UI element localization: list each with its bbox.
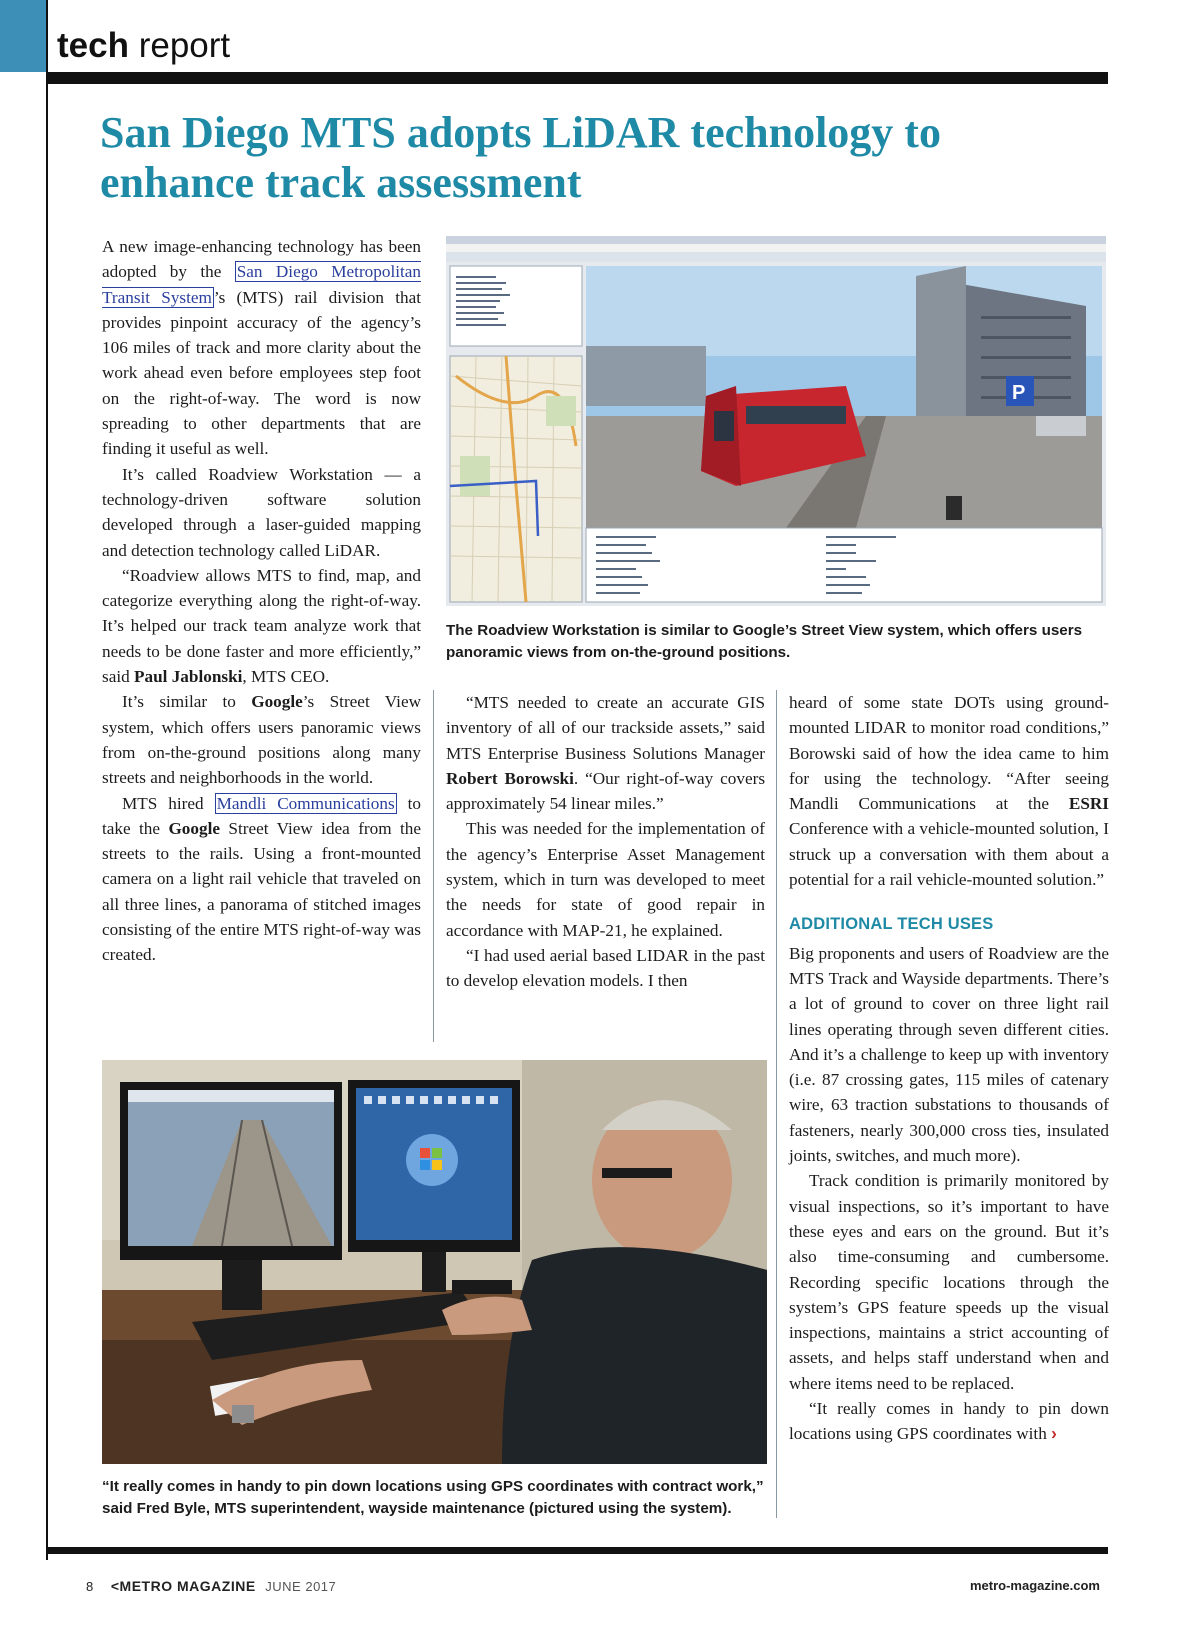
paragraph: “Roadview allows MTS to find, map, and categorize everything along the right-of-way. It’s helped our track team analyze work that needs to be done faster and more efficiently,” said Paul Jablonski, MTS CEO. [102, 565, 421, 687]
workstation-caption: “It really comes in handy to pin down locations using GPS coordinates with contract work,” said Fred Byle, MTS superintendent, wayside maintenance (pictured using the system). [102, 1478, 764, 1517]
paragraph: heard of some state DOTs using ground-mounted LIDAR to monitor road conditions,” Borowski said of how the idea came to him for using the technology. “After seeing Mandli Communications at the ESRI Conference with a vehicle-mounted solution, I struck up a conversation with them about a potential for a rail vehicle-mounted solution.” [789, 693, 1109, 890]
roadview-caption: The Roadview Workstation is similar to Google’s Street View system, which offers users panoramic views from on-the-ground positions. [446, 622, 1083, 661]
header-rule [48, 72, 1108, 84]
mts-link[interactable]: San Diego Metropolitan Transit System [102, 262, 421, 307]
column-divider [433, 690, 434, 1042]
person-name: Robert Borowski [446, 768, 574, 788]
continue-arrow-icon: › [1051, 1423, 1057, 1444]
column-divider [776, 690, 777, 1518]
left-margin-rule [46, 0, 48, 1560]
section-label-bold: tech [57, 26, 129, 65]
workstation-photo [102, 1060, 767, 1464]
paragraph: It’s similar to Google’s Street View system, which offers users panoramic views from on-the-ground positions along many streets and neighborhoods in the world. [102, 692, 421, 788]
paragraph: MTS hired Mandli Communications to take the Google Street View idea from the streets to the rails. Using a front-mounted camera on a light rail vehicle that traveled on all three lines, a panorama of stitched images consisting of the entire MTS right-of-way was created. [102, 793, 422, 965]
issue-date: JUNE 2017 [265, 1579, 337, 1594]
article-column-3 [789, 690, 1109, 1447]
article-headline: San Diego MTS adopts LiDAR technology to enhance track assessment [100, 108, 941, 207]
paragraph: A new image-enhancing technology has been adopted by the San Diego Metropolitan Transit System ’s (MTS) rail division that provides pinpoint accuracy of the agency’s 106 miles of track and more clarity about the work ahead even before employees step foot on the right-of-way. The word is now spreading to other departments that are finding it useful as well. [102, 237, 421, 459]
page-number: 8 [86, 1579, 94, 1594]
section-label-light: report [138, 26, 231, 65]
person-name: Paul Jablonski [133, 667, 243, 687]
section-subhead: ADDITIONAL TECH USES [789, 915, 994, 934]
brand-chevron-icon: < [110, 1578, 120, 1594]
paragraph: “I had used aerial based LIDAR in the past to develop elevation models. I then [446, 945, 765, 991]
section-label [57, 28, 230, 63]
paragraph: It’s called Roadview Workstation — a technology-driven software solution developed through a laser-guided mapping and detection technology called LiDAR. [102, 464, 421, 560]
section-tab-accent [0, 0, 46, 72]
article-column-2 [446, 690, 765, 994]
footer-url[interactable]: metro-magazine.com [969, 1578, 1100, 1593]
roadview-screenshot-image [446, 236, 1106, 606]
footer-left [86, 1578, 336, 1594]
paragraph: Track condition is primarily monitored by visual inspections, so it’s important to have these eyes and ears on the ground. But it’s also time-consuming and cumbersome. Recording specific locations through the system’s GPS feature speeds up the visual inspections, maintains a strict accounting of assets, and helps staff understand when and where items need to be replaced. [789, 1171, 1109, 1393]
paragraph: “MTS needed to create an accurate GIS inventory of all of our trackside assets,” said MTS Enterprise Business Solutions Manager Robert Borowski. “Our right-of-way covers approximately 54 linear miles.” [446, 693, 766, 814]
paragraph: This was needed for the implementation of the agency’s Enterprise Asset Management system, which in turn was developed to meet the needs for state of good repair in accordance with MAP-21, he explained. [446, 819, 765, 940]
magazine-brand: <METRO MAGAZINE [110, 1578, 256, 1594]
svg-text:P: P [1012, 382, 1026, 404]
paragraph: Big proponents and users of Roadview are the MTS Track and Wayside departments. There’s a lot of ground to cover on three light rail lines operating through seven different cities. And it’s a challenge to keep up with inventory (i.e. 87 crossing gates, 115 miles of catenary wire, 63 traction substations to thousands of fasteners, nearly 300,000 cross ties, insulated joints, switches, and much more). [789, 943, 1109, 1166]
mandli-link[interactable]: Mandli Communications [216, 793, 395, 813]
paragraph: “It really comes in handy to pin down locations using GPS coordinates with › [789, 1399, 1109, 1444]
footer-rule [48, 1547, 1108, 1554]
article-column-1 [102, 234, 421, 968]
